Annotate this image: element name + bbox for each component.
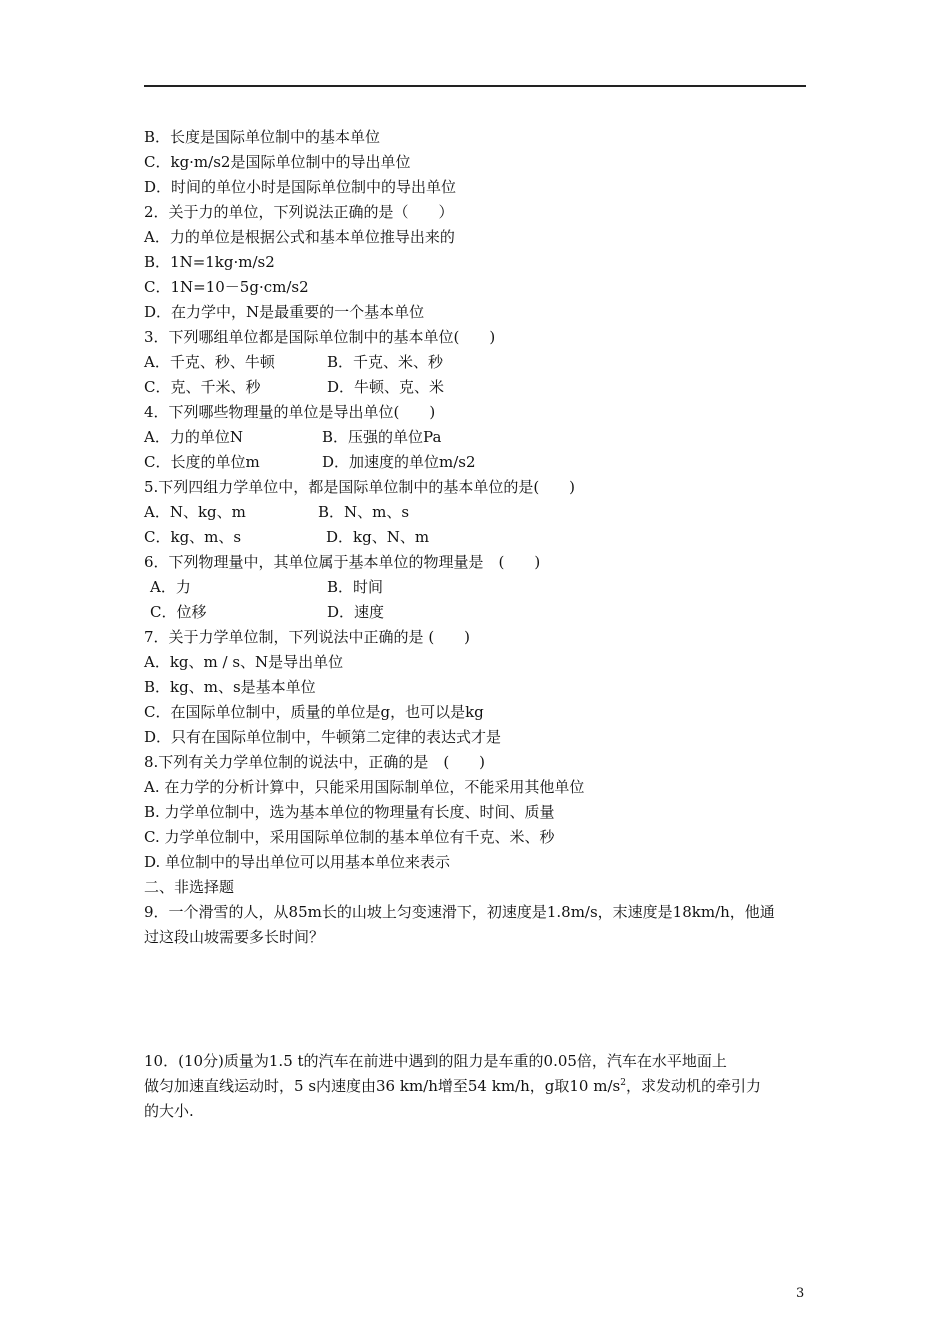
q3-option-a: A．千克、秒、牛顿: [144, 353, 275, 371]
q2-stem: 2．关于力的单位，下列说法正确的是（ ）: [144, 203, 454, 221]
q7-option-c: C．在国际单位制中，质量的单位是g，也可以是kg: [144, 703, 484, 721]
q2-option-a: A．力的单位是根据公式和基本单位推导出来的: [144, 228, 455, 246]
q5-option-a: A．N、kg、m: [144, 503, 246, 521]
q3-option-b: B．千克、米、秒: [327, 353, 444, 371]
q9-text-line1: 9．一个滑雪的人，从85m长的山坡上匀变速滑下，初速度是1.8m/s，末速度是18km/h，他通: [144, 903, 775, 921]
q2-option-b: B．1N=1kg·m/s2: [144, 253, 275, 271]
q6-stem: 6．下列物理量中，其单位属于基本单位的物理量是 ( ): [144, 553, 541, 571]
q8-stem: 8.下列有关力学单位制的说法中，正确的是 ( ): [144, 753, 486, 771]
q6-option-c: C．位移: [150, 603, 207, 621]
q4-option-c: C．长度的单位m: [144, 453, 260, 471]
q7-option-b: B．kg、m、s是基本单位: [144, 678, 316, 696]
q7-option-a: A．kg、m / s、N是导出单位: [144, 653, 344, 671]
q8-option-d: D. 单位制中的导出单位可以用基本单位来表示: [144, 853, 451, 871]
q10-text-line2: [144, 1076, 761, 1096]
q3-option-c: C．克、千米、秒: [144, 378, 261, 396]
q4-option-a: A．力的单位N: [144, 428, 243, 446]
q3-stem: 3．下列哪组单位都是国际单位制中的基本单位( ): [144, 328, 496, 346]
header-rule: [144, 85, 806, 87]
q5-option-c: C．kg、m、s: [144, 528, 242, 546]
q3-option-d: D．牛顿、克、米: [327, 378, 445, 396]
q4-stem: 4．下列哪些物理量的单位是导出单位( ): [144, 403, 436, 421]
q10-text-line1: 10．(10分)质量为1.5 t的汽车在前进中遇到的阻力是车重的0.05倍，汽车在水平地面上: [144, 1052, 727, 1070]
q10-text-line2-tail: ，求发动机的牵引力: [625, 1077, 761, 1095]
q4-option-d: D．加速度的单位m/s2: [322, 453, 476, 471]
q9-text-line2: 过这段山坡需要多长时间？: [144, 928, 325, 946]
q6-option-a: A．力: [150, 578, 191, 596]
q5-stem: 5.下列四组力学单位中，都是国际单位制中的基本单位的是( ): [144, 478, 576, 496]
q6-option-b: B．时间: [327, 578, 384, 596]
q7-option-d: D．只有在国际单位制中，牛顿第二定律的表达式才是: [144, 728, 502, 746]
q1-option-d: D．时间的单位小时是国际单位制中的导出单位: [144, 178, 457, 196]
q8-option-b: B. 力学单位制中，选为基本单位的物理量有长度、时间、质量: [144, 803, 555, 821]
q2-option-d: D．在力学中，N是最重要的一个基本单位: [144, 303, 425, 321]
q10-superscript: 2: [620, 1078, 626, 1088]
q7-stem: 7．关于力学单位制，下列说法中正确的是 ( ): [144, 628, 471, 646]
q2-option-c: C．1N=10－5g·cm/s2: [144, 278, 309, 296]
q1-option-b: B．长度是国际单位制中的基本单位: [144, 128, 381, 146]
q10-text-line2-main: 做匀加速直线运动时，5 s内速度由36 km/h增至54 km/h，g取10 m/s: [144, 1077, 621, 1095]
q5-option-d: D．kg、N、m: [326, 528, 430, 546]
section-heading: 二、非选择题: [144, 878, 235, 896]
page-number: 3: [796, 1286, 805, 1301]
q5-option-b: B．N、m、s: [318, 503, 410, 521]
q4-option-b: B．压强的单位Pa: [322, 428, 442, 446]
q8-option-c: C. 力学单位制中，采用国际单位制的基本单位有千克、米、秒: [144, 828, 555, 846]
q6-option-d: D．速度: [327, 603, 385, 621]
q8-option-a: A. 在力学的分析计算中，只能采用国际制单位，不能采用其他单位: [144, 778, 585, 796]
q10-text-line3: 的大小.: [144, 1102, 194, 1120]
q1-option-c: C．kg·m/s2是国际单位制中的导出单位: [144, 153, 411, 171]
